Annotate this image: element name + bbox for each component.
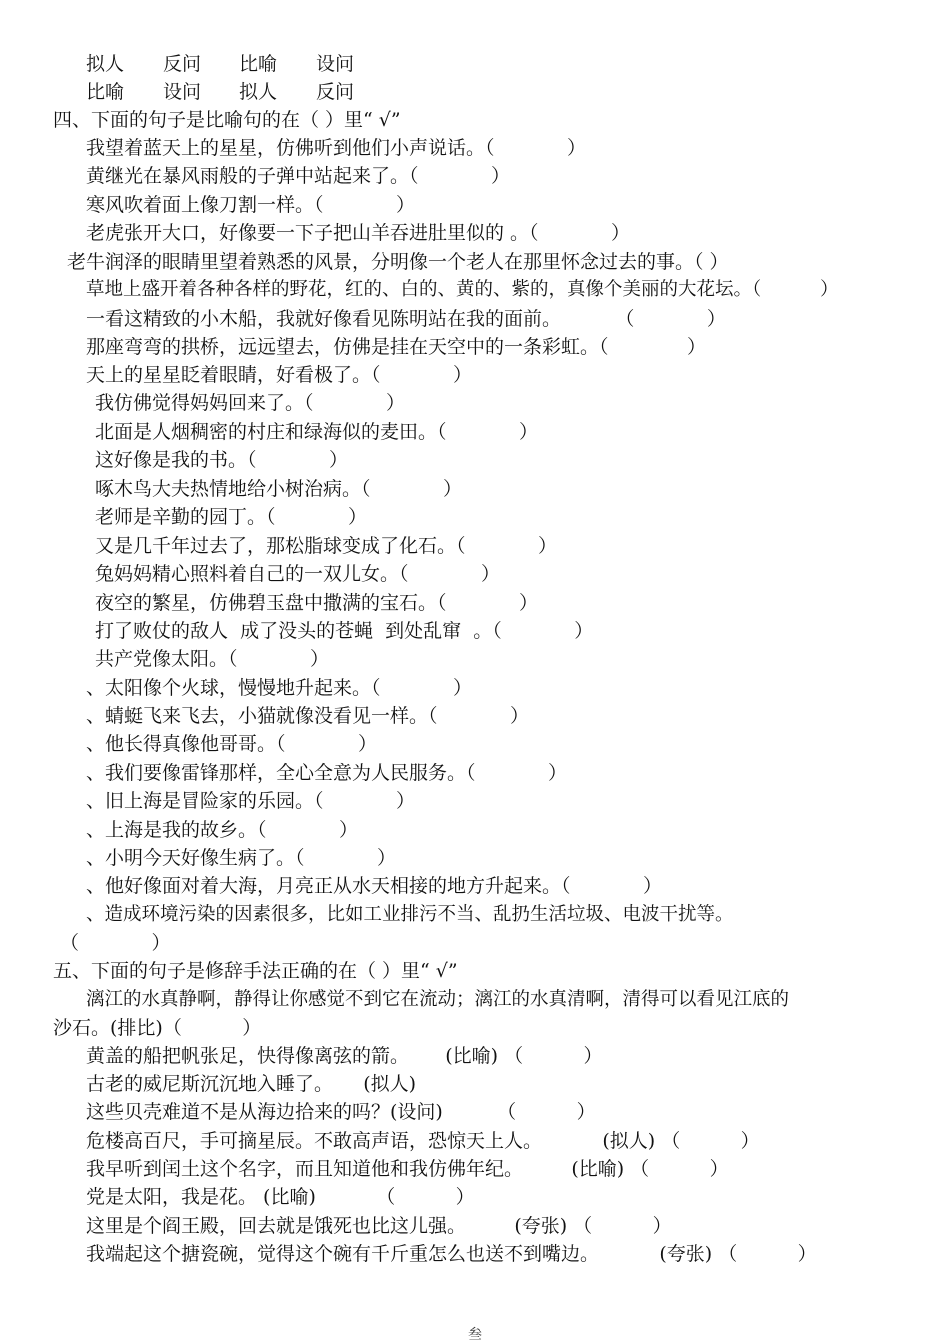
option-text: 设问 [163, 81, 202, 103]
section-5-heading: 五、下面的句子是修辞手法正确的在（ ）里“ √” [53, 960, 458, 982]
section-5-item: 黄盖的船把帆张足，快得像离弦的箭。 (比喻) （ ） [86, 1045, 603, 1067]
section-4-item: 共产党像太阳。（ ） [95, 648, 329, 670]
section-4-item: 、太阳像个火球，慢慢地升起来。（ ） [86, 677, 472, 699]
section-4-item: 寒风吹着面上像刀割一样。（ ） [86, 194, 415, 216]
option-text: 设问 [316, 53, 355, 75]
section-4-item: 老牛润泽的眼睛里望着熟悉的风景，分明像一个老人在那里怀念过去的事。（ ） [67, 251, 729, 273]
section-5-item: 这里是个阎王殿，回去就是饿死也比这儿强。 (夸张) （ ） [86, 1215, 672, 1237]
section-5-item: 党是太阳，我是花。 (比喻) （ ） [86, 1186, 475, 1208]
section-5-item: 这些贝壳难道不是从海边拾来的吗？(设问) （ ） [86, 1101, 596, 1123]
section-4-item: 又是几千年过去了，那松脂球变成了化石。（ ） [95, 535, 557, 557]
section-5-item: 漓江的水真静啊，静得让你感觉不到它在流动；漓江的水真清啊，清得可以看见江底的 [86, 989, 790, 1010]
option-text: 反问 [163, 53, 202, 75]
section-4-item: 那座弯弯的拱桥，远远望去，仿佛是挂在天空中的一条彩虹。（ ） [86, 336, 707, 358]
section-4-item: 老虎张开大口，好像要一下子把山羊吞进肚里似的 。（ ） [86, 222, 631, 244]
section-4-item: 黄继光在暴风雨般的子弹中站起来了。（ ） [86, 165, 510, 187]
section-4-item: 、他好像面对着大海，月亮正从水天相接的地方升起来。（ ） [86, 875, 662, 897]
section-4-item: 这好像是我的书。（ ） [95, 449, 348, 471]
section-4-item: 天上的星星眨着眼睛，好看极了。（ ） [86, 364, 472, 386]
section-5-item: 危楼高百尺，手可摘星辰。不敢高声语，恐惊天上人。 (拟人) （ ） [86, 1130, 760, 1152]
section-5-item: 我端起这个搪瓷碗，觉得这个碗有千斤重怎么也送不到嘴边。 (夸张) （ ） [86, 1243, 817, 1265]
option-text: 拟人 [86, 53, 125, 75]
section-4-heading: 四、下面的句子是比喻句的在（ ）里“ √” [53, 109, 401, 131]
section-4-item: 、上海是我的故乡。（ ） [86, 819, 358, 841]
section-4-item: 啄木鸟大夫热情地给小树治病。（ ） [95, 478, 462, 500]
section-4-item: 我望着蓝天上的星星，仿佛听到他们小声说话。（ ） [86, 137, 586, 159]
section-4-item: 、蜻蜓飞来飞去，小猫就像没看见一样。（ ） [86, 705, 529, 727]
section-5-item: 我早听到闰土这个名字，而且知道他和我仿佛年纪。 (比喻) （ ） [86, 1158, 729, 1180]
page-number: 叁 [468, 1327, 482, 1343]
option-text: 反问 [316, 81, 355, 103]
section-4-item: 一看这精致的小木船，我就好像看见陈明站在我的面前。 （ ） [86, 308, 726, 330]
section-4-item: 、旧上海是冒险家的乐园。（ ） [86, 790, 415, 812]
section-4-item: 草地上盛开着各种各样的野花，红的、白的、黄的、紫的，真像个美丽的大花坛。（ ） [86, 279, 839, 300]
section-4-item: 打了败仗的敌人 成了没头的苍蝇 到处乱窜 。（ ） [95, 620, 594, 642]
section-5-item: 沙石。(排比)（ ） [53, 1017, 262, 1039]
section-4-item: 老师是辛勤的园丁。（ ） [95, 506, 367, 528]
option-text: 拟人 [239, 81, 278, 103]
section-4-item: 、我们要像雷锋那样，全心全意为人民服务。（ ） [86, 762, 567, 784]
option-text: 比喻 [239, 53, 278, 75]
section-4-item: 我仿佛觉得妈妈回来了。（ ） [95, 392, 405, 414]
section-5-item: 古老的威尼斯沉沉地入睡了。 (拟人) [86, 1073, 417, 1095]
section-4-item: 夜空的繁星，仿佛碧玉盘中撒满的宝石。（ ） [95, 592, 538, 614]
option-text: 比喻 [86, 81, 125, 103]
section-4-item: 兔妈妈精心照料着自己的一双儿女。（ ） [95, 563, 500, 585]
section-4-item: 、小明今天好像生病了。（ ） [86, 847, 396, 869]
section-4-item: 北面是人烟稠密的村庄和绿海似的麦田。（ ） [95, 421, 538, 443]
section-4-item: 、他长得真像他哥哥。（ ） [86, 733, 377, 755]
section-4-item: （ ） [60, 932, 171, 954]
section-4-item: 、造成环境污染的因素很多，比如工业排污不当、乱扔生活垃圾、电波干扰等。 [86, 904, 734, 925]
